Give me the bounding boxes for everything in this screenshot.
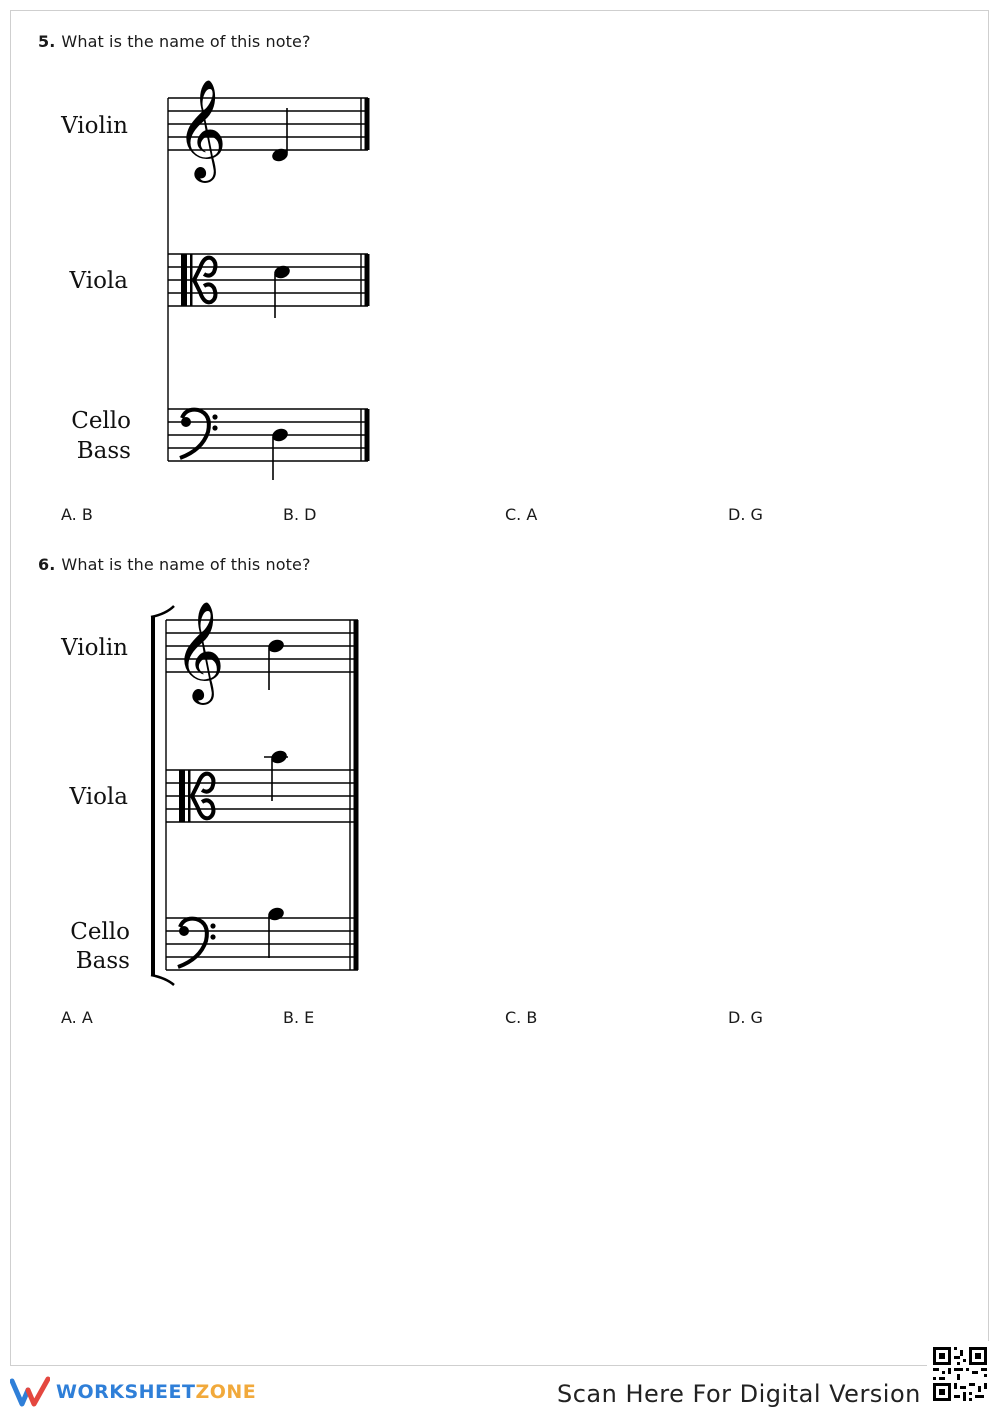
treble-clef-icon: 𝄞: [176, 79, 227, 179]
option-a[interactable]: A. B: [61, 505, 93, 524]
instrument-label-violin: Violin: [61, 635, 128, 661]
option-d[interactable]: D. G: [728, 1008, 763, 1027]
qr-code-icon[interactable]: [927, 1341, 993, 1411]
score-question-6: [0, 0, 420, 1000]
violin-staff: [166, 601, 358, 705]
worksheetzone-logo-icon: [10, 1376, 50, 1408]
instrument-label-cello: Cello: [70, 919, 130, 945]
option-b[interactable]: B. E: [283, 1008, 315, 1027]
instrument-label-violin: Violin: [61, 113, 128, 139]
instrument-label-cello: Cello: [71, 408, 131, 434]
option-a[interactable]: A. A: [61, 1008, 93, 1027]
brand-name: WORKSHEETZONE: [56, 1381, 257, 1403]
scan-text: Scan Here For Digital Version: [557, 1380, 921, 1408]
question-number: 5.: [38, 32, 56, 51]
question-text: What is the name of this note?: [61, 555, 311, 574]
option-c[interactable]: C. B: [505, 1008, 538, 1027]
brand-logo[interactable]: [10, 1376, 256, 1408]
treble-clef-icon: 𝄞: [174, 601, 225, 701]
instrument-label-bass: Bass: [76, 438, 131, 464]
footer: [0, 1366, 1000, 1414]
option-c[interactable]: C. A: [505, 505, 538, 524]
instrument-label-bass: Bass: [75, 948, 130, 974]
instrument-label-viola: Viola: [69, 268, 128, 294]
viola-staff: [166, 749, 358, 822]
cello-bass-staff: [166, 906, 358, 970]
question-number: 6.: [38, 555, 56, 574]
question-text: What is the name of this note?: [61, 32, 311, 51]
bass-clef-icon: [178, 919, 216, 967]
instrument-label-viola: Viola: [69, 784, 128, 810]
option-d[interactable]: D. G: [728, 505, 763, 524]
option-b[interactable]: B. D: [283, 505, 317, 524]
